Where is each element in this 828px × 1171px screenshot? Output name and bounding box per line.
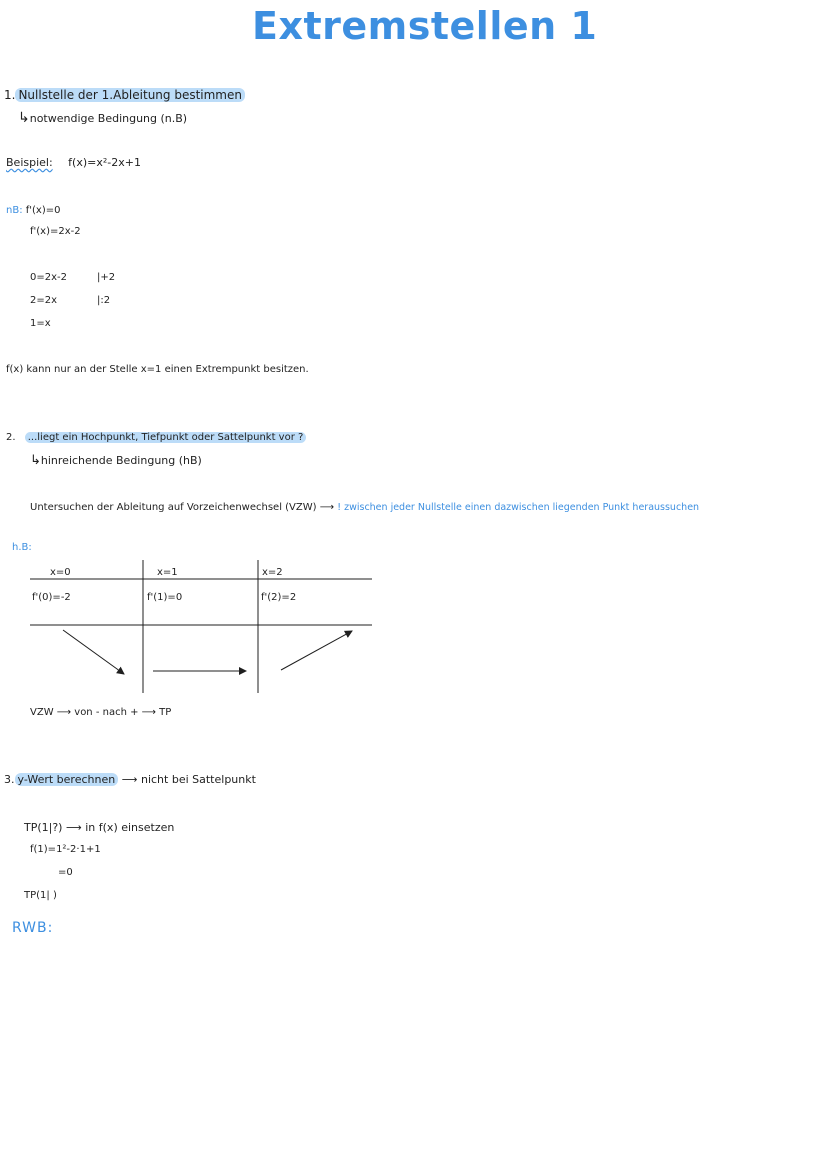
section3-note: nicht bei Sattelpunkt: [140, 773, 256, 786]
table-value-3: f'(2)=2: [261, 592, 297, 603]
section3-line-4: TP(1| ): [24, 890, 57, 901]
section2-heading: ...liegt ein Hochpunkt, Tiefpunkt oder Sattelpunkt vor ?: [25, 432, 307, 443]
section1-subheading: notwendige Bedingung (n.B): [29, 112, 188, 125]
section3-line-2: f(1)=1²-2·1+1: [30, 844, 101, 855]
arrow-right-icon: ⟶: [121, 773, 138, 786]
nb-line2: f'(x)=2x-2: [30, 226, 81, 237]
table-header-2: x=1: [157, 567, 178, 578]
section3-number: 3.: [4, 773, 15, 786]
table-header-1: x=0: [50, 567, 71, 578]
rwb-label: RWB:: [12, 920, 54, 936]
section1-conclusion: f(x) kann nur an der Stelle x=1 einen Extrempunkt besitzen.: [6, 364, 309, 375]
table-value-1: f'(0)=-2: [32, 592, 71, 603]
vzw-line: VZW ⟶ von - nach + ⟶ TP: [30, 707, 172, 718]
section3-heading-row: [4, 773, 256, 786]
calc-left-2: 2=2x: [30, 295, 58, 306]
example-function: f(x)=x²-2x+1: [68, 156, 141, 169]
section2-subheading: hinreichende Bedingung (hB): [40, 454, 202, 467]
nb-line1: f'(x)=0: [25, 205, 61, 216]
arrow-up-icon: [281, 631, 352, 670]
arrow-down-icon: [63, 630, 124, 674]
section1-heading: Nullstelle der 1.Ableitung bestimmen: [15, 88, 245, 102]
section3-heading: y-Wert berechnen: [15, 773, 119, 786]
nb-label: nB:: [6, 205, 23, 216]
page-title: Extremstellen 1: [252, 4, 598, 48]
section3-line-3: =0: [58, 867, 73, 878]
investigate-text: Untersuchen der Ableitung auf Vorzeichenwechsel (VZW): [30, 502, 317, 513]
calc-right-1: |+2: [97, 272, 116, 283]
hint-text: ! zwischen jeder Nullstelle einen dazwischen liegenden Punkt heraussuchen: [337, 502, 700, 513]
section2-number: 2.: [6, 432, 16, 443]
hb-label: h.B:: [12, 542, 32, 553]
section3-line-1: TP(1|?) ⟶ in f(x) einsetzen: [24, 821, 175, 834]
calc-left-1: 0=2x-2: [30, 272, 67, 283]
calc-right-2: |:2: [97, 295, 111, 306]
section1-number: 1.: [4, 88, 16, 102]
arrow-right-icon: ⟶: [319, 502, 335, 513]
table-value-2: f'(1)=0: [147, 592, 183, 603]
example-label: Beispiel:: [6, 156, 53, 169]
arrow-icon: ↳: [18, 110, 30, 126]
arrow-icon: ↳: [30, 453, 41, 468]
table-header-3: x=2: [262, 567, 283, 578]
calc-left-3: 1=x: [30, 318, 51, 329]
